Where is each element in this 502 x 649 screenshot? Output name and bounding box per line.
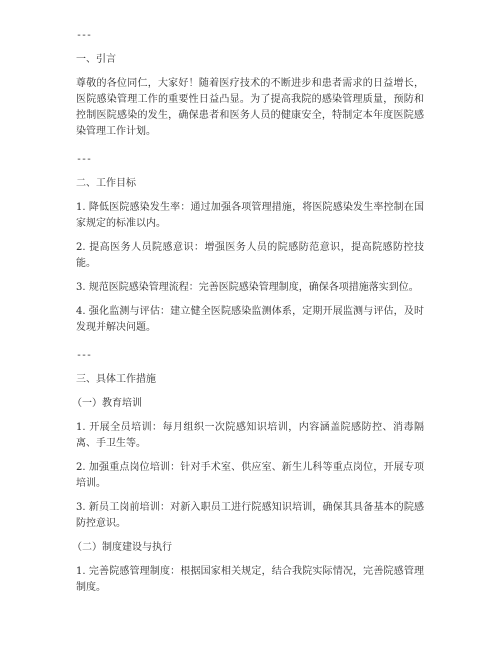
section-heading-intro: 一、引言 — [76, 54, 116, 65]
section-heading-goals: 二、工作目标 — [76, 178, 136, 189]
intro-paragraph: 尊敬的各位同仁，大家好！随着医疗技术的不断进步和患者需求的日益增长，医院感染管理工作的重要性日益凸显。为了提高我院的感染管理质量，预防和控制医院感染的发生，确保患者和医务人员的健康安全，特制定本年度医院感染管理工作计划。 — [76, 78, 424, 137]
subsection-heading-training: （一）教育培训 — [72, 398, 142, 409]
goal-item: 4. 强化监测与评估：建立健全医院感染监测体系，定期开展监测与评估，及时发现并解决问题。 — [76, 306, 424, 333]
section-separator: --- — [76, 30, 92, 41]
goal-item: 3. 规范医院感染管理流程：完善医院感染管理制度，确保各项措施落实到位。 — [76, 282, 419, 293]
training-item: 2. 加强重点岗位培训：针对手术室、供应室、新生儿科等重点岗位，开展专项培训。 — [76, 462, 424, 489]
system-item: 1. 完善院感管理制度：根据国家相关规定，结合我院实际情况，完善院感管理制度。 — [76, 566, 424, 593]
section-separator: --- — [76, 154, 92, 165]
subsection-heading-system: （二）制度建设与执行 — [72, 542, 172, 553]
document-page — [72, 28, 424, 596]
section-separator: --- — [76, 350, 92, 361]
goal-item: 2. 提高医务人员院感意识：增强医务人员的院感防范意识，提高院感防控技能。 — [76, 242, 424, 269]
training-item: 1. 开展全员培训：每月组织一次院感知识培训，内容涵盖院感防控、消毒隔离、手卫生等。 — [76, 422, 424, 449]
goal-item: 1. 降低医院感染发生率：通过加强各项管理措施，将医院感染发生率控制在国家规定的标准以内。 — [76, 202, 424, 229]
section-heading-measures: 三、具体工作措施 — [76, 374, 156, 385]
training-item: 3. 新员工岗前培训：对新入职员工进行院感知识培训，确保其具备基本的院感防控意识。 — [76, 502, 424, 529]
